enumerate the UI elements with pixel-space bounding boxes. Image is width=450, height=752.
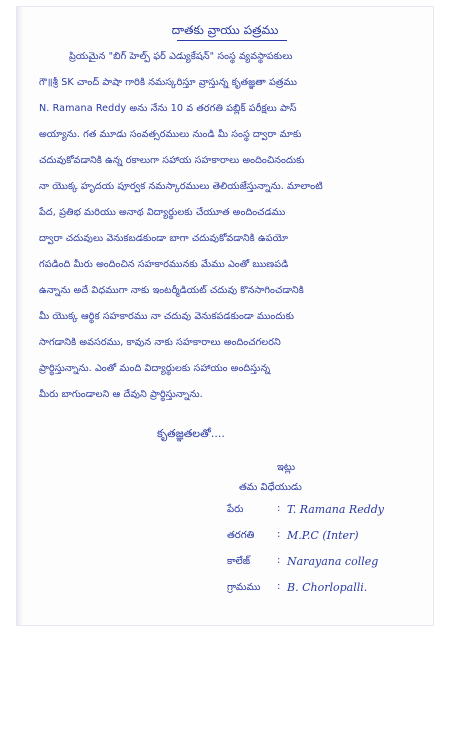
signature-greeting: ఇట్లు <box>277 462 296 473</box>
body-line: ద్వారా చదువులు వెనుకబడకుండా బాగా చదువుకోవడానికి ఉపయో <box>39 233 289 244</box>
body-line: మీ యొక్క ఆర్థిక సహకారము నా చదువు వెనుకపడకుండా ముందుకు <box>39 311 294 322</box>
class-colon: : <box>277 529 281 540</box>
name-colon: : <box>277 503 281 514</box>
class-label: తరగతి <box>227 530 255 541</box>
body-line: మీరు బాగుండాలని ఆ దేవుని ప్రార్థిస్తున్నాను. <box>39 389 203 400</box>
college-label: కాలేజ్ <box>227 556 251 567</box>
heading-underline <box>177 40 287 41</box>
page-edge-shadow <box>17 7 23 625</box>
body-line: ప్రార్థిస్తున్నాను. ఎంతో మంది విద్యార్థులకు సహాయం అందిస్తున్న <box>39 363 271 374</box>
class-value: M.P.C (Inter) <box>287 529 359 542</box>
body-line: పేద, ప్రతిభ మరియు అనాథ విద్యార్థులకు చేయూత అందించడము <box>39 207 286 218</box>
body-line: గౌ॥శ్రీ SK చాంద్ పాషా గారికి నమస్కరిస్తూ వ్రాస్తున్న కృతజ్ఞతా పత్రము <box>39 77 298 88</box>
signature-obedient: తమ విధేయుడు <box>239 482 302 493</box>
letter-page <box>16 6 434 626</box>
village-value: B. Chorlopalli. <box>287 581 368 594</box>
village-colon: : <box>277 581 281 592</box>
name-value: T. Ramana Reddy <box>287 503 385 516</box>
village-label: గ్రామము <box>227 582 261 593</box>
college-value: Narayana colleg <box>287 555 379 568</box>
body-line: నా యొక్క హృదయ పూర్వక నమస్కారములు తెలియజేస్తున్నాను. మాలాంటి <box>39 181 323 192</box>
body-line: అయ్యాను. గత మూడు సంవత్సరములు నుండి మీ సంస్థ ద్వారా మాకు <box>39 129 302 140</box>
name-label: పేరు <box>227 504 244 515</box>
body-line: సాగడానికి అవసరము, కావున నాకు సహకారాలు అందించగలరని <box>39 337 281 348</box>
body-line: గపడింది మీరు అందించిన సహకారమునకు మేము ఎంతో ఋణపడి <box>39 259 289 270</box>
body-line: ప్రియమైన "బిగ్ హెల్ప్ ఫర్ ఎడ్యుకేషన్" సంస్థ వ్యవస్థాపకులు <box>69 51 293 62</box>
closing-text: కృతజ్ఞతలతో.... <box>157 427 225 440</box>
body-line: N. Ramana Reddy అను నేను 10 వ తరగతి పబ్లిక్ పరీక్షలు పాస్ <box>39 103 297 114</box>
body-line: చదువుకోవడానికి ఉన్న రకాలుగా సహాయ సహకారాలు అందించినందుకు <box>39 155 305 166</box>
college-colon: : <box>277 555 281 566</box>
letter-heading: దాతకు వ్రాయు పత్రము <box>171 23 279 37</box>
body-line: ఉన్నాను అదే విధముగా నాకు ఇంటర్మీడియట్ చదువు కొనసాగించడానికి <box>39 285 304 296</box>
